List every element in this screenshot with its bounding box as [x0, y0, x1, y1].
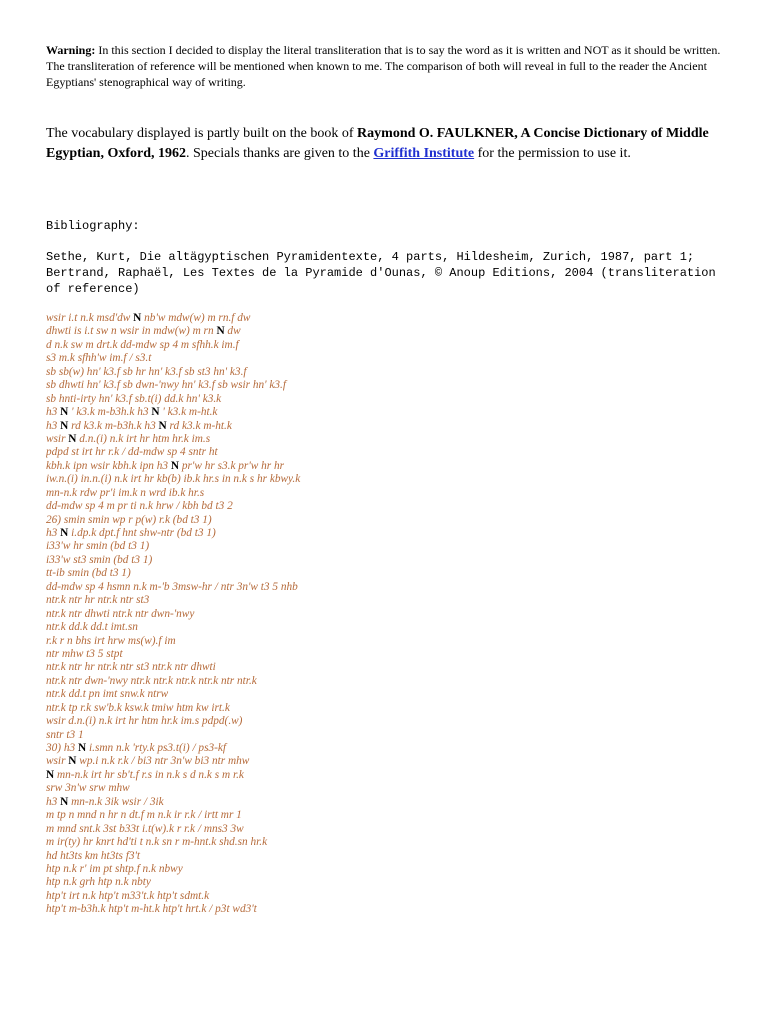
transliteration-list: [46, 312, 736, 917]
vocab-pre: The vocabulary displayed is partly built on the book of: [46, 126, 358, 141]
transliteration-line: ntr.k dd.t pn imt snw.k ntrw: [46, 688, 169, 701]
transliteration-line: tt-ib smin (bd t3 1): [46, 567, 131, 580]
transliteration-line: hd ht3ts km ht3ts f3't: [46, 849, 141, 862]
transliteration-line: r.k r n bhs irt hrw ms(w).f im: [46, 634, 176, 647]
transliteration-line: ntr mhw t3 5 stpt: [46, 647, 123, 660]
bibliography-title: Bibliography:: [46, 219, 140, 233]
transliteration-line: m mnd snt.k 3st b33t i.t(w).k r r.k / mns3 3w: [46, 822, 244, 835]
transliteration-line: pdpd st irt hr r.k / dd-mdw sp 4 sntr ht: [46, 446, 218, 459]
transliteration-line: htp n.k grh htp n.k nbty: [46, 876, 151, 889]
transliteration-line: m ir(ty) hr knrt hd'ti t n.k sn r m-hnt.k shd.sn hr.k: [46, 836, 268, 849]
transliteration-line: htp n.k r' im pt shtp.f n.k nbwy: [46, 862, 183, 875]
transliteration-line: d n.k sw m drt.k dd-mdw sp 4 m sfhh.k im.f: [46, 338, 239, 351]
transliteration-line: i33'w hr smin (bd t3 1): [46, 540, 150, 553]
transliteration-line: mn-n.k rdw pr'i im.k n wrd ib.k hr.s: [46, 486, 205, 499]
transliteration-line: h3 N mn-n.k 3ik wsir / 3ik: [46, 795, 164, 808]
vocabulary-paragraph: [46, 124, 726, 164]
bibliography-text: Sethe, Kurt, Die altägyptischen Pyramidentexte, 4 parts, Hildesheim, Zurich, 1987, part 1; Bertrand, Raphaël, Les Textes de la Pyramide d'Ounas, © Anoup Editions, 2004 (transliteration of reference): [46, 250, 723, 296]
transliteration-line: s3 m.k sfhh'w im.f / s3.t: [46, 352, 152, 365]
transliteration-line: sb dhwti hn' k3.f sb dwn-'nwy hn' k3.f sb wsir hn' k3.f: [46, 379, 286, 392]
transliteration-line: srw 3n'w srw mhw: [46, 782, 130, 795]
transliteration-line: h3 N rd k3.k m-b3h.k h3 N rd k3.k m-ht.k: [46, 419, 232, 432]
warning-label: Warning:: [46, 43, 96, 57]
transliteration-line: sntr t3 1: [46, 728, 84, 741]
transliteration-line: ntr.k dd.k dd.t imt.sn: [46, 621, 138, 634]
transliteration-line: htp't m-b3h.k htp't m-ht.k htp't hrt.k / p3t wd3't: [46, 903, 257, 916]
transliteration-line: sb sb(w) hn' k3.f sb hr hn' k3.f sb st3 hn' k3.f: [46, 365, 247, 378]
transliteration-line: wsir d.n.(i) n.k irt hr htm hr.k im.s pdpd(.w): [46, 715, 243, 728]
transliteration-line: 30) h3 N i.smn n.k 'rty.k ps3.t(i) / ps3-kf: [46, 742, 227, 754]
transliteration-line: i33'w st3 smin (bd t3 1): [46, 553, 153, 566]
transliteration-line: ntr.k ntr hr ntr.k ntr st3 ntr.k ntr dhwti: [46, 661, 216, 674]
transliteration-line: dd-mdw sp 4 m pr ti n.k hrw / kbh bd t3 2: [46, 500, 233, 513]
griffith-institute-link[interactable]: Griffith Institute: [373, 146, 475, 161]
transliteration-line: sb hnti-irty hn' k3.f sb.t(i) dd.k hn' k3.k: [46, 392, 222, 405]
warning-paragraph: [46, 42, 726, 90]
transliteration-line: 26) smin smin wp r p(w) r.k (bd t3 1): [46, 513, 212, 526]
transliteration-line: wsir N wp.i n.k r.k / bi3 ntr 3n'w bi3 ntr mhw: [46, 755, 250, 768]
vocab-mid: . Specials thanks are given to the: [186, 146, 374, 161]
transliteration-line: ntr.k ntr hr ntr.k ntr st3: [46, 594, 150, 607]
transliteration-line: htp't irt n.k htp't m33't.k htp't sdmt.k: [46, 889, 210, 902]
transliteration-line: iw.n.(i) in.n.(i) n.k irt hr kb(b) ib.k hr.s in n.k s hr kbwy.k: [46, 473, 301, 486]
warning-text: In this section I decided to display the literal transliteration that is to say the word as it is written and NOT as it should be written. The transliteration of reference will be mentioned when known to me. The comparison of both will reveal in full to the reader the Ancient Egyptians' stenographical way of writing.: [46, 43, 721, 89]
book-reference: Raymond O. FAULKNER, A Concise Dictionary of Middle Egyptian, Oxford, 1962: [46, 126, 709, 161]
transliteration-line: wsir N d.n.(i) n.k irt hr htm hr.k im.s: [46, 432, 211, 445]
transliteration-line: kbh.k ipn wsir kbh.k ipn h3 N pr'w hr s3.k pr'w hr hr: [46, 459, 285, 472]
transliteration-line: N mn-n.k irt hr sb't.f r.s in n.k s d n.k s m r.k: [46, 768, 244, 781]
transliteration-line: wsir i.t n.k msd'dw N nb'w mdw(w) m rn.f dw: [46, 312, 251, 324]
transliteration-line: ntr.k tp r.k sw'b.k ksw.k tmiw htm kw irt.k: [46, 701, 230, 714]
transliteration-line: h3 N i.dp.k dpt.f hnt shw-ntr (bd t3 1): [46, 527, 216, 539]
transliteration-line: h3 N ' k3.k m-b3h.k h3 N ' k3.k m-ht.k: [46, 406, 218, 419]
transliteration-line: dd-mdw sp 4 hsmn n.k m-'b 3msw-hr / ntr 3n'w t3 5 nhb: [46, 580, 298, 593]
transliteration-line: ntr.k ntr dhwti ntr.k ntr dwn-'nwy: [46, 607, 195, 620]
vocab-post: for the permission to use it.: [474, 146, 631, 161]
transliteration-line: dhwti is i.t sw n wsir in mdw(w) m rn N dw: [46, 325, 241, 338]
transliteration-line: m tp n mnd n hr n dt.f m n.k ir r.k / irtt mr 1: [46, 809, 242, 822]
transliteration-line: ntr.k ntr dwn-'nwy ntr.k ntr.k ntr.k ntr.k ntr ntr.k: [46, 674, 257, 687]
